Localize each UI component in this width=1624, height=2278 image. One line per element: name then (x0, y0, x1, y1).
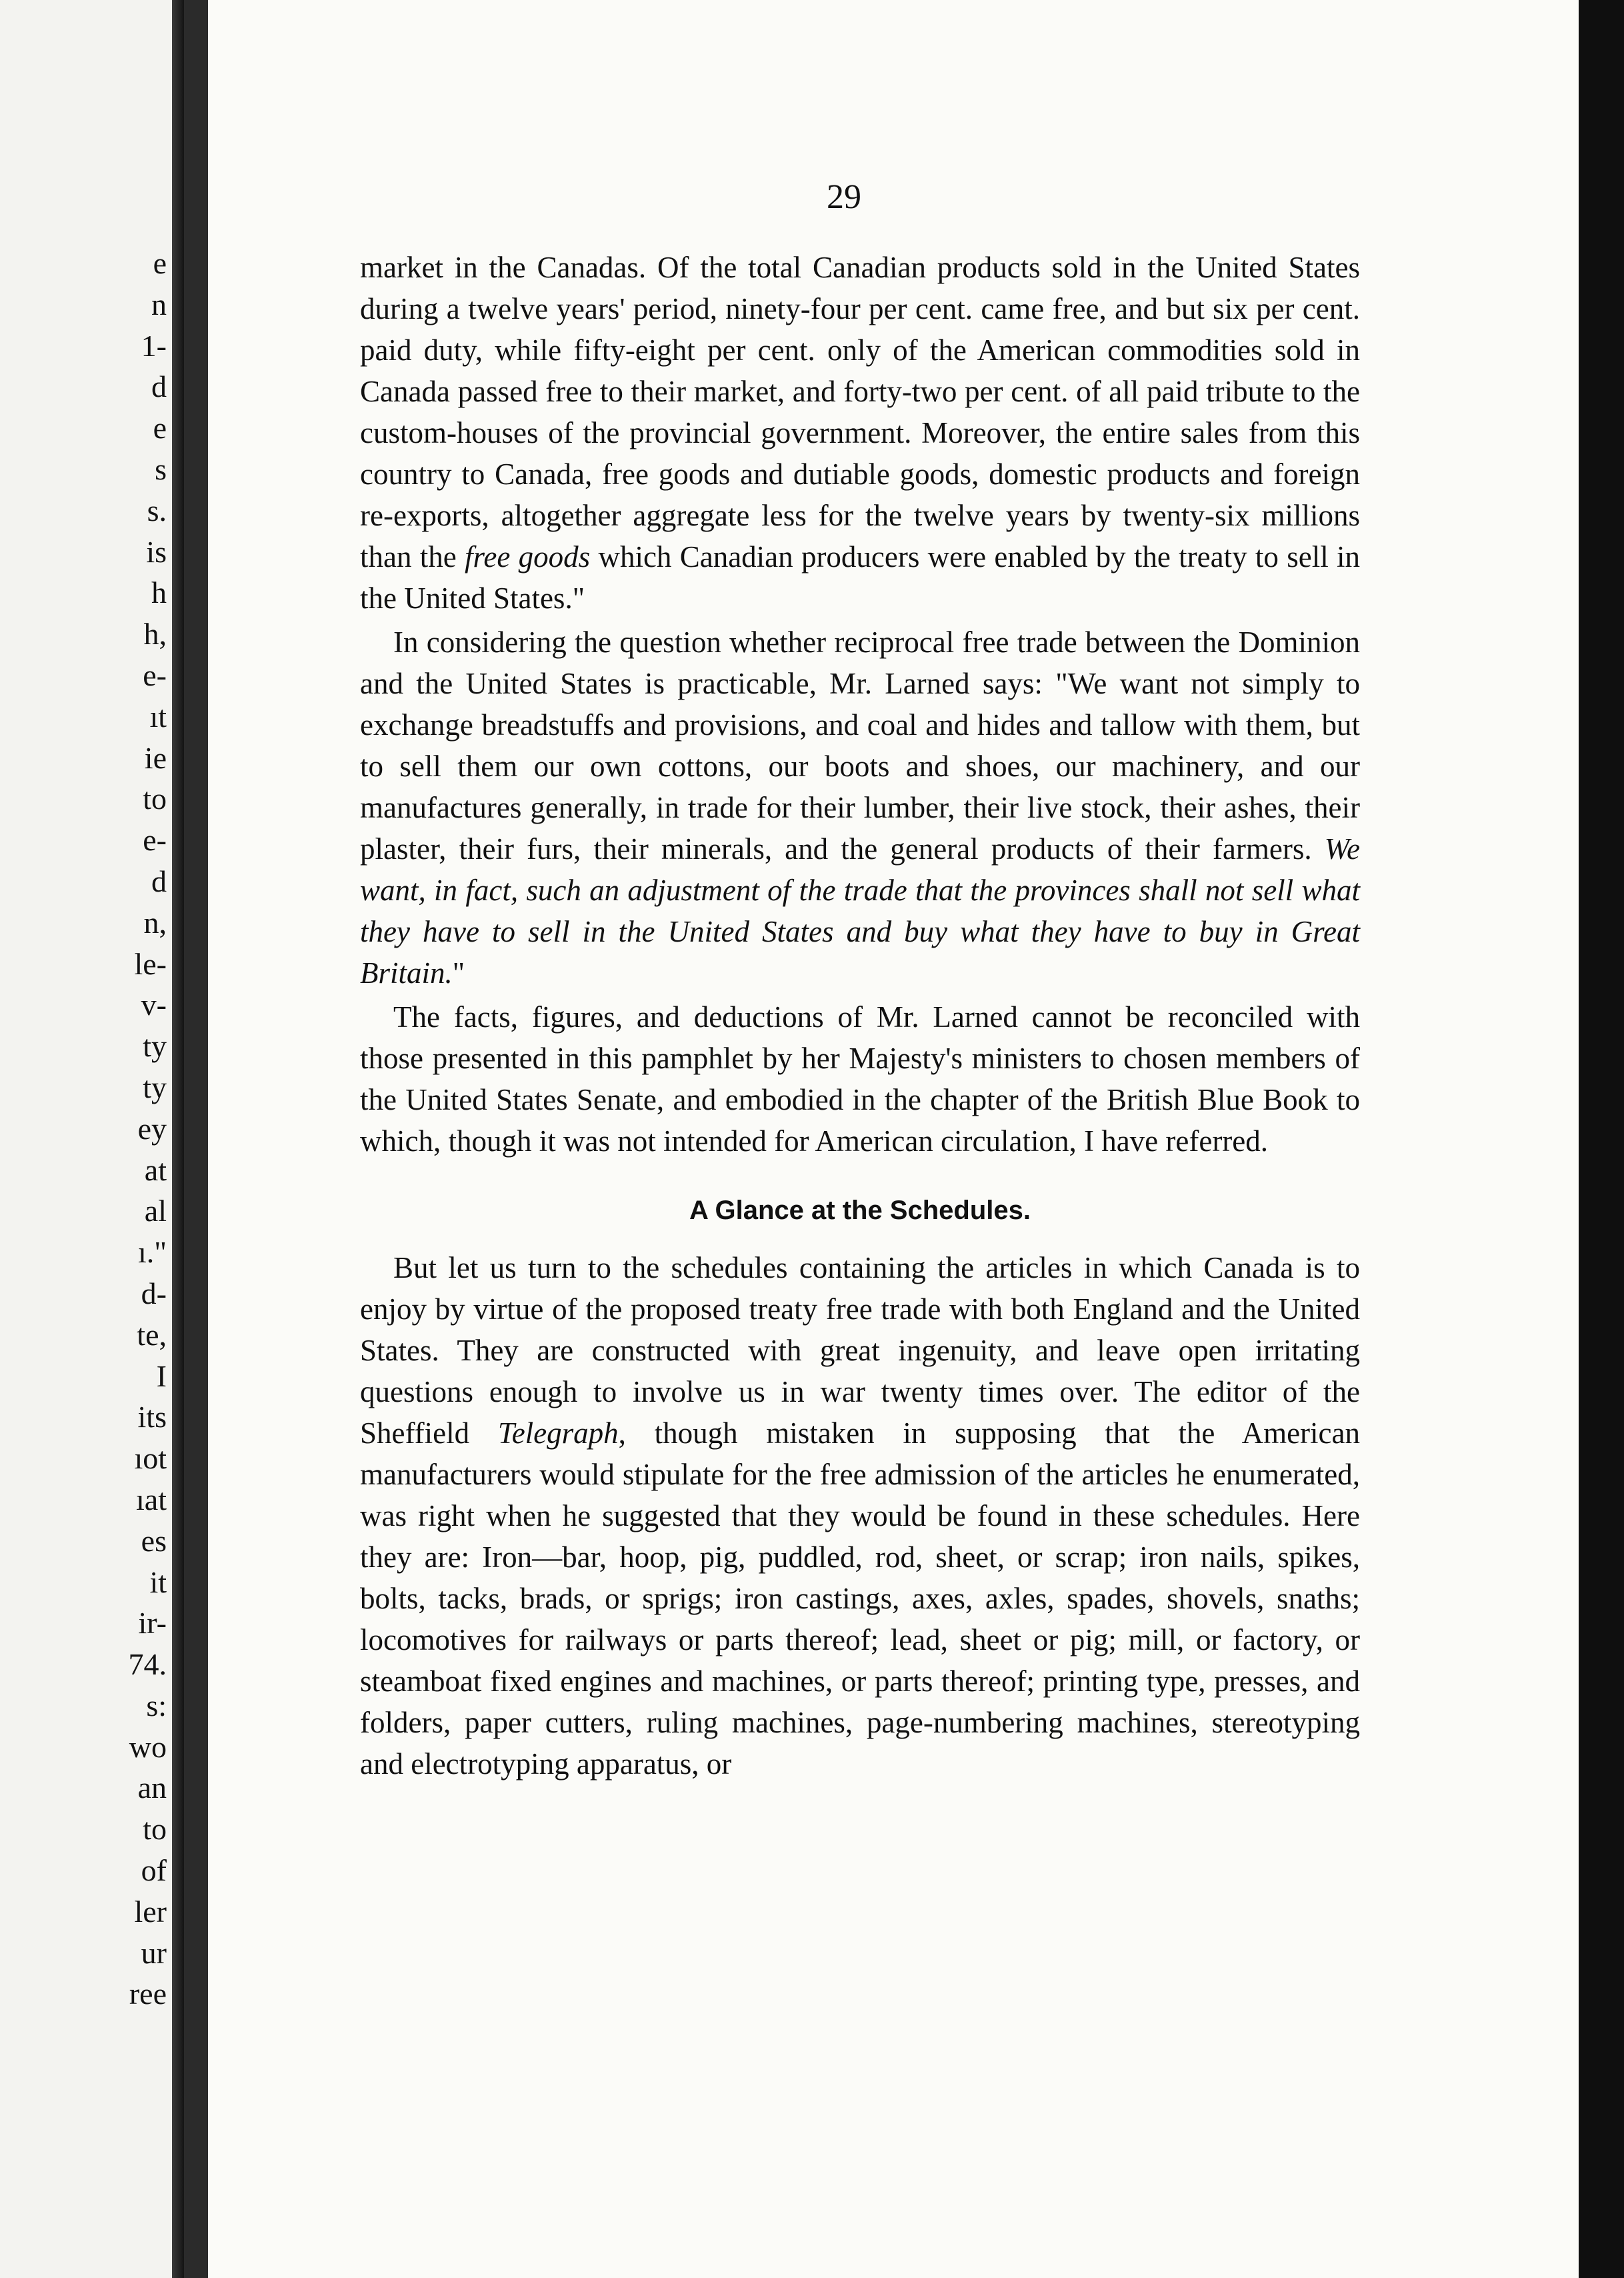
left-page-fragment: 74. (128, 1647, 167, 1682)
left-page-fragment: n, (143, 905, 167, 940)
paragraph-1-text-b: which Canadian producers were enabled by the treaty to sell in the United States." (360, 540, 1360, 615)
left-page-fragment: d (151, 369, 167, 404)
left-page-fragment: h, (143, 617, 167, 652)
page-number: 29 (827, 178, 861, 216)
paragraph-1-italic: free goods (465, 540, 591, 574)
left-page-fragment: ıot (134, 1441, 167, 1476)
paragraph-2-italic: We want, in fact, such an adjustment of the trade that the provinces shall not sell what they have to sell in the United States and buy what they have to buy in Great Britain. (360, 832, 1360, 990)
section-heading: A Glance at the Schedules. (689, 1196, 1031, 1225)
left-page-fragment: s. (147, 493, 167, 527)
left-page-fragment: e (153, 411, 167, 445)
left-page-fragment: es (141, 1523, 167, 1558)
left-page-fragment: ıat (136, 1482, 167, 1516)
left-page-fragment: s (155, 451, 167, 486)
left-page-fragment: s: (146, 1688, 167, 1723)
left-page-fragment: its (137, 1400, 167, 1434)
left-page-fragment: te, (137, 1317, 167, 1352)
paragraph-3: The facts, figures, and deductions of Mr. Larned cannot be reconciled with those presented in this pamphlet by her Majesty's ministers to chosen members of the United States Senate, and embodied in the chapter of the British Blue Book to which, though it was not intended for American circulation, I have referred. (360, 1000, 1360, 1158)
paragraph-4 (360, 1247, 1360, 1785)
left-page-text-fragments (0, 243, 167, 2015)
left-page-fragment: ree (129, 1977, 167, 2011)
paragraph-2-text-b: " (452, 956, 465, 990)
left-page-fragment: h (151, 576, 167, 610)
paragraph-2 (360, 622, 1360, 994)
book-gutter (184, 0, 208, 2278)
left-page-fragment: at (144, 1152, 167, 1187)
paragraph-2-text-a: In considering the question whether reciprocal free trade between the Dominion and the United States is practicable, Mr. Larned says: "We want not simply to exchange breadstuffs and provisions, and coal and hides and tallow with them, but to sell them our own cottons, our boots and shoes, our machinery, and our manufactures generally, in trade for their lumber, their live stock, their ashes, their plaster, their furs, their minerals, and the general products of their farmers. (360, 626, 1360, 866)
paragraph-4-text-b: , though mistaken in supposing that the American manufacturers would stipulate for the free admission of the articles he enumerated, was right when he suggested that they would be found in these schedules. Here they are: Iron—bar, hoop, pig, puddled, rod, sheet, or scrap; iron nails, spikes, bolts, tacks, brads, or sprigs; iron castings, axes, axles, spades, shovels, snaths; locomotives for railways or parts thereof; lead, sheet or pig; mill, or factory, or steamboat fixed engines and machines, or parts thereof; printing type, presses, and folders, paper cutters, ruling machines, page-numbering machines, stereotyping and electrotyping apparatus, or (360, 1416, 1360, 1781)
paragraph-4-italic: Telegraph (497, 1416, 619, 1450)
left-page-fragment: ey (137, 1111, 167, 1146)
left-page-fragment: al (144, 1194, 167, 1228)
page-edge (1579, 0, 1624, 2278)
left-page-fragment: e- (143, 823, 167, 858)
paragraph-1-text-a: market in the Canadas. Of the total Canadian products sold in the United States during a twelve years' period, ninety-four per cent. came free, and but six per cent. paid duty, while fifty-eight per cent. only of the American commodities sold in Canada passed free to their market, and forty-two per cent. of all paid tribute to the custom-houses of the provincial government. Moreover, the entire sales from this country to Canada, free goods and dutiable goods, domestic products and foreign re-exports, altogether aggregate less for the twelve years by twenty-six millions than the (360, 251, 1360, 574)
body-text (360, 247, 1360, 1785)
left-page-fragment: ty (143, 1070, 167, 1104)
left-page-fragment: wo (129, 1729, 167, 1764)
left-page-fragment: an (137, 1771, 167, 1805)
left-page-fragment: ı." (137, 1235, 167, 1270)
left-page-fragment: ler (134, 1894, 167, 1929)
left-page-fragment: e- (143, 658, 167, 692)
left-page-fragment: I (156, 1358, 167, 1393)
left-page-fragment: ur (141, 1935, 167, 1970)
left-page-fragment: e (153, 246, 167, 280)
left-page-fragment: v- (141, 988, 167, 1022)
left-page-fragment: d (151, 864, 167, 898)
left-page-fragment: is (146, 534, 167, 569)
paragraph-1 (360, 247, 1360, 619)
left-page (0, 0, 172, 2278)
paragraph-4-text-a: But let us turn to the schedules containing the articles in which Canada is to enjoy by virtue of the proposed treaty free trade with both England and the United States. They are constructed with great ingenuity, and leave open irritating questions enough to involve us in war twenty times over. The editor of the Sheffield (360, 1251, 1360, 1450)
left-page-shadow (172, 0, 184, 2278)
left-page-fragment: to (143, 1812, 167, 1847)
left-page-fragment: n (151, 287, 167, 321)
left-page-fragment: it (149, 1564, 167, 1599)
left-page-fragment: ie (144, 740, 167, 775)
left-page-fragment: le- (134, 946, 167, 981)
left-page-fragment: of (141, 1853, 167, 1888)
left-page-fragment: to (143, 782, 167, 816)
left-page-fragment: ty (143, 1029, 167, 1064)
left-page-fragment: ıt (149, 699, 167, 734)
left-page-fragment: ir- (138, 1606, 167, 1640)
left-page-fragment: d- (141, 1276, 167, 1310)
left-page-fragment: 1- (141, 328, 167, 363)
